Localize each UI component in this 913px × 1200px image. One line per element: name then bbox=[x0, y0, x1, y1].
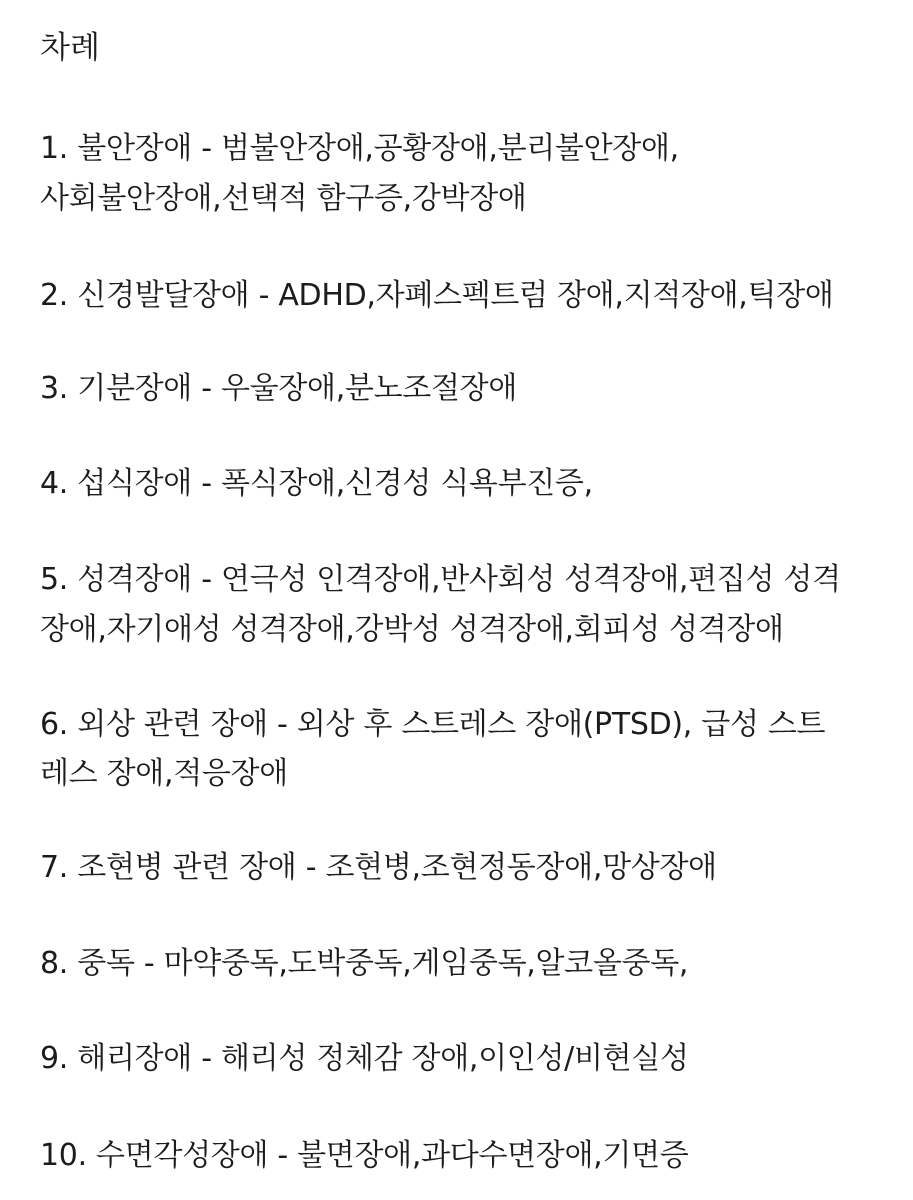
toc-item-6-line-1: 6. 외상 관련 장애 - 외상 후 스트레스 장애(PTSD), 급성 스트 bbox=[40, 707, 826, 742]
toc-item-1-line-2: 사회불안장애,선택적 함구증,강박장애 bbox=[40, 181, 527, 216]
toc-item-6-line-2: 레스 장애,적응장애 bbox=[40, 756, 288, 791]
page-title: 차례 bbox=[40, 30, 100, 66]
toc-item-2-line-1: 2. 신경발달장애 - ADHD,자폐스펙트럼 장애,지적장애,틱장애 bbox=[40, 278, 834, 313]
toc-item-5-line-2: 장애,자기애성 성격장애,강박성 성격장애,회피성 성격장애 bbox=[40, 612, 784, 647]
toc-item-4-line-1: 4. 섭식장애 - 폭식장애,신경성 식욕부진증, bbox=[40, 466, 593, 501]
toc-item-5-line-1: 5. 성격장애 - 연극성 인격장애,반사회성 성격장애,편집성 성격 bbox=[40, 562, 841, 597]
toc-item-1-line-1: 1. 불안장애 - 범불안장애,공황장애,분리불안장애, bbox=[40, 131, 679, 166]
toc-item-7-line-1: 7. 조현병 관련 장애 - 조현병,조현정동장애,망상장애 bbox=[40, 850, 717, 885]
toc-item-3-line-1: 3. 기분장애 - 우울장애,분노조절장애 bbox=[40, 371, 518, 406]
toc-item-8-line-1: 8. 중독 - 마약중독,도박중독,게임중독,알코올중독, bbox=[40, 946, 689, 981]
toc-item-9-line-1: 9. 해리장애 - 해리성 정체감 장애,이인성/비현실성 bbox=[40, 1041, 689, 1076]
toc-item-10-line-1: 10. 수면각성장애 - 불면장애,과다수면장애,기면증 bbox=[40, 1138, 689, 1173]
